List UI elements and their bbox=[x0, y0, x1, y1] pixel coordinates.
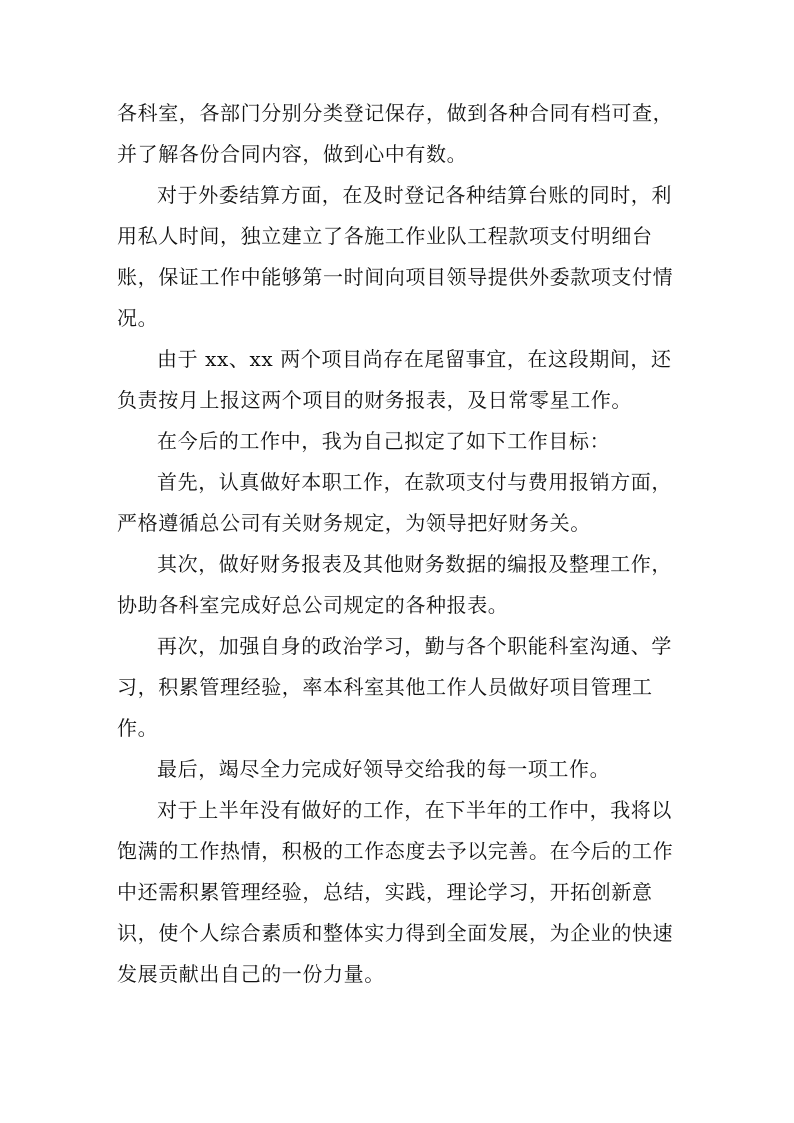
paragraph-goal-first: 首先，认真做好本职工作，在款项支付与费用报销方面，严格遵循总公司有关财务规定，为领导把好财务关。 bbox=[117, 470, 672, 535]
paragraph-remaining-projects: 由于 xx、xx 两个项目尚存在尾留事宜，在这段期间，还负责按月上报这两个项目的财务报表，及日常零星工作。 bbox=[117, 347, 672, 412]
paragraph-goal-last: 最后，竭尽全力完成好领导交给我的每一项工作。 bbox=[157, 757, 611, 781]
paragraph-goal-second: 其次，做好财务报表及其他财务数据的编报及整理工作，协助各科室完成好总公司规定的各种报表。 bbox=[117, 552, 672, 617]
paragraph-goal-third: 再次，加强自身的政治学习，勤与各个职能科室沟通、学习，积累管理经验，率本科室其他工作人员做好项目管理工作。 bbox=[117, 634, 672, 740]
paragraph-contract-filing: 各科室，各部门分别分类登记保存，做到各种合同有档可查，并了解各份合同内容，做到心中有数。 bbox=[117, 101, 674, 166]
paragraph-conclusion: 对于上半年没有做好的工作，在下半年的工作中，我将以饱满的工作热情，积极的工作态度去予以完善。在今后的工作中还需积累管理经验，总结，实践，理论学习，开拓创新意识，使个人综合素质和整体实力得到全面发展，为企业的快速发展贡献出自己的一份力量。 bbox=[117, 798, 674, 986]
document-body bbox=[117, 93, 687, 995]
paragraph-goals-intro: 在今后的工作中，我为自己拟定了如下工作目标： bbox=[157, 429, 611, 453]
paragraph-outsourcing-settlement: 对于外委结算方面，在及时登记各种结算台账的同时，利用私人时间，独立建立了各施工作业队工程款项支付明细台账，保证工作中能够第一时间向项目领导提供外委款项支付情况。 bbox=[117, 183, 674, 330]
